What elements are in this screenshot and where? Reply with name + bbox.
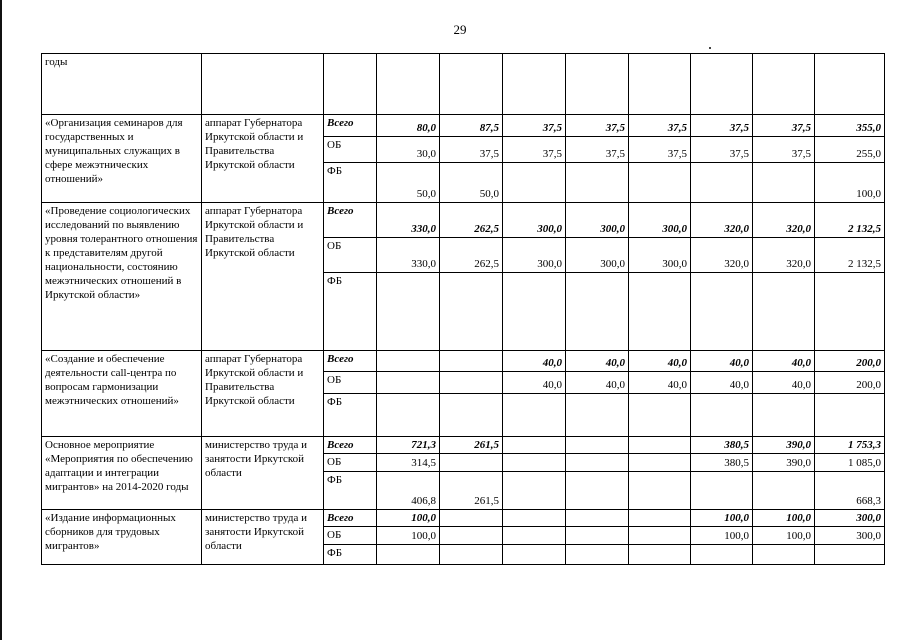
amount-cell: 200,0 (815, 372, 885, 394)
amount-cell: 2 132,5 (815, 203, 885, 238)
amount-cell (566, 437, 629, 454)
amount-cell (629, 510, 691, 527)
amount-cell: 300,0 (629, 203, 691, 238)
amount-cell: 37,5 (691, 115, 753, 137)
amount-cell: 37,5 (440, 137, 503, 163)
amount-cell (691, 273, 753, 351)
amount-cell (377, 545, 440, 565)
amount-cell (629, 273, 691, 351)
funding-source: ОБ (324, 454, 377, 472)
amount-cell: 300,0 (629, 238, 691, 273)
amount-cell: 40,0 (566, 372, 629, 394)
amount-cell: 355,0 (815, 115, 885, 137)
amount-cell: 261,5 (440, 472, 503, 510)
amount-cell (815, 545, 885, 565)
amount-cell: 100,0 (691, 510, 753, 527)
amount-cell (629, 437, 691, 454)
amount-cell: 37,5 (503, 137, 566, 163)
amount-cell: 37,5 (566, 137, 629, 163)
funding-source: ФБ (324, 472, 377, 510)
amount-cell: 406,8 (377, 472, 440, 510)
amount-cell: 1 753,3 (815, 437, 885, 454)
amount-cell: 37,5 (503, 115, 566, 137)
amount-cell (753, 545, 815, 565)
amount-cell (566, 527, 629, 545)
amount-cell: 100,0 (377, 510, 440, 527)
amount-cell (815, 273, 885, 351)
amount-cell: 320,0 (691, 203, 753, 238)
amount-cell: 87,5 (440, 115, 503, 137)
amount-cell: 2 132,5 (815, 238, 885, 273)
amount-cell: 330,0 (377, 203, 440, 238)
amount-cell: 668,3 (815, 472, 885, 510)
amount-cell (629, 472, 691, 510)
amount-cell: 40,0 (629, 351, 691, 372)
amount-cell (691, 545, 753, 565)
amount-cell: 100,0 (815, 163, 885, 203)
amount-cell: 300,0 (566, 238, 629, 273)
amount-cell: 40,0 (503, 351, 566, 372)
funding-source: ФБ (324, 163, 377, 203)
amount-cell: 255,0 (815, 137, 885, 163)
amount-cell: 80,0 (377, 115, 440, 137)
responsible-executor: аппарат Губернатора Иркутской области и Правительства Иркутской области (202, 115, 324, 203)
amount-cell (440, 394, 503, 437)
program-financing-table (41, 53, 885, 565)
table-row (42, 115, 885, 137)
amount-cell: 50,0 (440, 163, 503, 203)
amount-cell: 30,0 (377, 137, 440, 163)
amount-cell: 300,0 (815, 510, 885, 527)
amount-cell: 320,0 (753, 238, 815, 273)
amount-cell: 37,5 (753, 115, 815, 137)
table-row (42, 510, 885, 527)
amount-cell (629, 545, 691, 565)
amount-cell: 320,0 (753, 203, 815, 238)
amount-cell (566, 273, 629, 351)
amount-cell (440, 510, 503, 527)
amount-cell (377, 372, 440, 394)
amount-cell (629, 527, 691, 545)
amount-cell: 330,0 (377, 238, 440, 273)
amount-cell (753, 273, 815, 351)
amount-cell: 300,0 (503, 203, 566, 238)
amount-cell (753, 394, 815, 437)
amount-cell (629, 454, 691, 472)
header-label: годы (42, 54, 202, 115)
amount-cell: 100,0 (691, 527, 753, 545)
amount-cell (629, 394, 691, 437)
table-row (42, 437, 885, 454)
amount-cell (440, 273, 503, 351)
amount-cell (691, 163, 753, 203)
activity-description: Основное мероприятие «Мероприятия по обеспечению адаптации и интеграции мигрантов» на 2014-2020 годы (42, 437, 202, 510)
amount-cell (503, 163, 566, 203)
amount-cell (503, 394, 566, 437)
amount-cell (566, 454, 629, 472)
amount-cell: 300,0 (503, 238, 566, 273)
amount-cell: 262,5 (440, 238, 503, 273)
activity-description: «Проведение социологических исследований по выявлению уровня толерантного отношения к представителям другой национальности, состоянию межэтнических отношений в Иркутской области» (42, 203, 202, 351)
amount-cell: 100,0 (377, 527, 440, 545)
amount-cell (503, 437, 566, 454)
amount-cell: 40,0 (753, 351, 815, 372)
activity-description: «Создание и обеспечение деятельности call-центра по вопросам гармонизации межэтнических отношений» (42, 351, 202, 437)
amount-cell: 37,5 (629, 115, 691, 137)
amount-cell (691, 472, 753, 510)
amount-cell: 300,0 (815, 527, 885, 545)
scan-edge (0, 0, 2, 640)
responsible-executor: аппарат Губернатора Иркутской области и Правительства Иркутской области (202, 203, 324, 351)
amount-cell: 380,5 (691, 437, 753, 454)
amount-cell: 380,5 (691, 454, 753, 472)
funding-source: Всего (324, 203, 377, 238)
amount-cell: 262,5 (440, 203, 503, 238)
amount-cell: 37,5 (629, 137, 691, 163)
amount-cell: 40,0 (691, 372, 753, 394)
responsible-executor: министерство труда и занятости Иркутской области (202, 510, 324, 565)
amount-cell: 50,0 (377, 163, 440, 203)
amount-cell (566, 394, 629, 437)
amount-cell (753, 163, 815, 203)
amount-cell (503, 472, 566, 510)
funding-source: ОБ (324, 372, 377, 394)
scan-speck (709, 47, 711, 49)
amount-cell (566, 510, 629, 527)
table-row (42, 351, 885, 372)
amount-cell: 100,0 (753, 527, 815, 545)
amount-cell: 261,5 (440, 437, 503, 454)
table-row (42, 203, 885, 238)
amount-cell (815, 394, 885, 437)
amount-cell (503, 527, 566, 545)
amount-cell: 300,0 (566, 203, 629, 238)
header-row (42, 54, 885, 115)
responsible-executor: аппарат Губернатора Иркутской области и Правительства Иркутской области (202, 351, 324, 437)
amount-cell (629, 163, 691, 203)
funding-source: Всего (324, 510, 377, 527)
funding-source: ФБ (324, 394, 377, 437)
amount-cell: 314,5 (377, 454, 440, 472)
funding-source: Всего (324, 351, 377, 372)
amount-cell (377, 351, 440, 372)
amount-cell: 200,0 (815, 351, 885, 372)
amount-cell (440, 527, 503, 545)
amount-cell (440, 454, 503, 472)
amount-cell: 37,5 (566, 115, 629, 137)
activity-description: «Организация семинаров для государственных и муниципальных служащих в сфере межэтнических отношений» (42, 115, 202, 203)
amount-cell: 40,0 (629, 372, 691, 394)
responsible-executor: министерство труда и занятости Иркутской области (202, 437, 324, 510)
amount-cell (566, 545, 629, 565)
amount-cell: 100,0 (753, 510, 815, 527)
amount-cell (377, 394, 440, 437)
activity-description: «Издание информационных сборников для трудовых мигрантов» (42, 510, 202, 565)
amount-cell (440, 372, 503, 394)
amount-cell (503, 510, 566, 527)
amount-cell: 390,0 (753, 454, 815, 472)
amount-cell (503, 545, 566, 565)
amount-cell (503, 273, 566, 351)
amount-cell: 1 085,0 (815, 454, 885, 472)
amount-cell (440, 351, 503, 372)
amount-cell: 40,0 (566, 351, 629, 372)
amount-cell: 37,5 (753, 137, 815, 163)
amount-cell (566, 472, 629, 510)
amount-cell: 721,3 (377, 437, 440, 454)
funding-source: ФБ (324, 545, 377, 565)
amount-cell: 37,5 (691, 137, 753, 163)
amount-cell (691, 394, 753, 437)
funding-source: ОБ (324, 238, 377, 273)
amount-cell (440, 545, 503, 565)
amount-cell: 40,0 (691, 351, 753, 372)
amount-cell: 390,0 (753, 437, 815, 454)
amount-cell (377, 273, 440, 351)
amount-cell (753, 472, 815, 510)
amount-cell: 320,0 (691, 238, 753, 273)
funding-source: Всего (324, 115, 377, 137)
funding-source: ФБ (324, 273, 377, 351)
funding-source: ОБ (324, 527, 377, 545)
amount-cell (566, 163, 629, 203)
page-number: 29 (453, 22, 467, 37)
amount-cell: 40,0 (753, 372, 815, 394)
funding-source: ОБ (324, 137, 377, 163)
amount-cell (503, 454, 566, 472)
amount-cell: 40,0 (503, 372, 566, 394)
funding-source: Всего (324, 437, 377, 454)
